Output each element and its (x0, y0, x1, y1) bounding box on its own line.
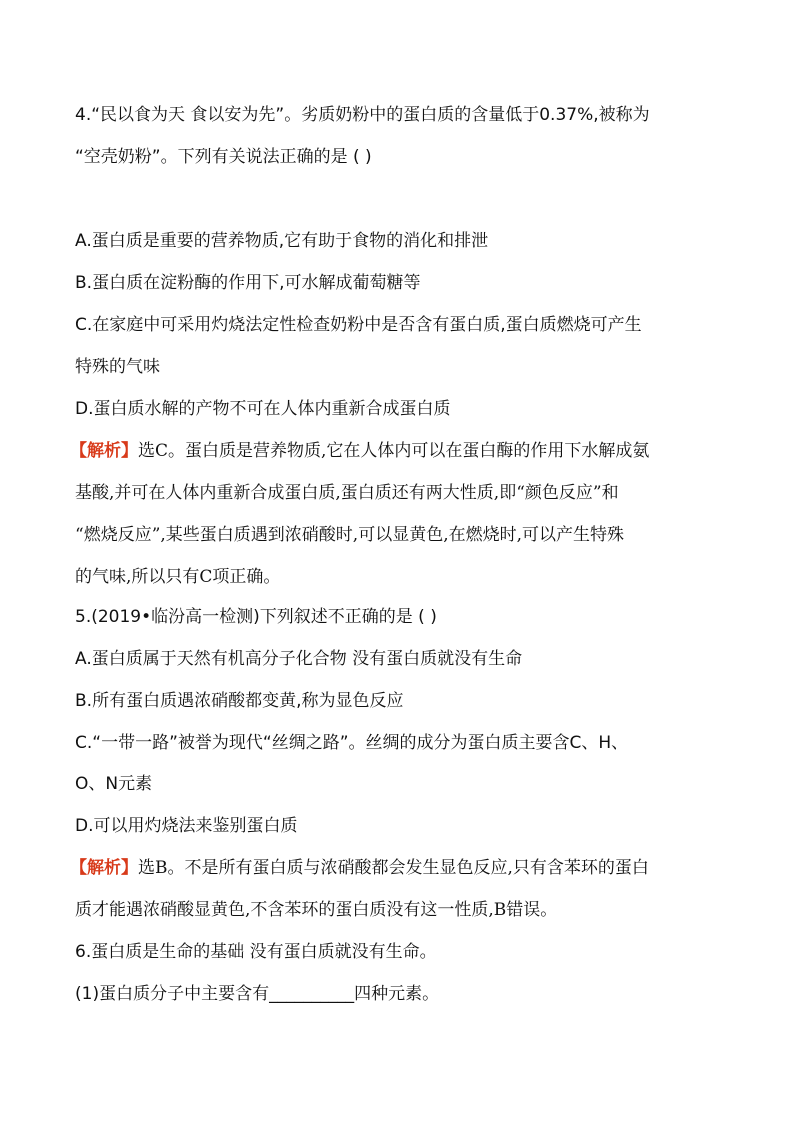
q5-option-c-line1: C.“一带一路”被誉为现代“丝绸之路”。丝绸的成分为蛋白质主要含C、H、 (75, 733, 629, 753)
q4-explanation-line4: 的气味,所以只有C项正确。 (75, 567, 281, 587)
q4-stem-line2: “空壳奶粉”。下列有关说法正确的是 ( ) (75, 147, 372, 167)
q4-option-c-line1: C.在家庭中可采用灼烧法定性检查奶粉中是否含有蛋白质,蛋白质燃烧可产生 (75, 315, 642, 335)
q4-option-d: D.蛋白质水解的产物不可在人体内重新合成蛋白质 (75, 399, 451, 419)
q4-option-a: A.蛋白质是重要的营养物质,它有助于食物的消化和排泄 (75, 231, 489, 251)
explanation-text: 选C。蛋白质是营养物质,它在人体内可以在蛋白酶的作用下水解成氨 (138, 441, 650, 461)
q5-explanation-line2: 质才能遇浓硝酸显黄色,不含苯环的蛋白质没有这一性质,B错误。 (75, 900, 558, 920)
explanation-tag: 【解析】 (70, 858, 138, 878)
q5-stem: 5.(2019•临汾高一检测)下列叙述不正确的是 ( ) (75, 607, 437, 627)
q4-explanation-line1 (70, 439, 649, 463)
q4-stem-line1: 4.“民以食为天 食以安为先”。劣质奶粉中的蛋白质的含量低于0.37%,被称为 (75, 105, 650, 125)
q5-option-a: A.蛋白质属于天然有机高分子化合物 没有蛋白质就没有生命 (75, 649, 523, 669)
q6-stem: 6.蛋白质是生命的基础 没有蛋白质就没有生命。 (75, 942, 437, 962)
q4-option-c-line2: 特殊的气味 (75, 357, 160, 377)
explanation-tag: 【解析】 (70, 441, 138, 461)
q4-option-b: B.蛋白质在淀粉酶的作用下,可水解成葡萄糖等 (75, 273, 421, 293)
q5-option-d: D.可以用灼烧法来鉴别蛋白质 (75, 816, 298, 836)
q5-option-b: B.所有蛋白质遇浓硝酸都变黄,称为显色反应 (75, 691, 404, 711)
q5-option-c-line2: O、N元素 (75, 774, 153, 794)
explanation-text: 选B。不是所有蛋白质与浓硝酸都会发生显色反应,只有含苯环的蛋白 (138, 858, 649, 878)
q6-subquestion-1: (1)蛋白质分子中主要含有__________四种元素。 (75, 984, 440, 1004)
q5-explanation-line1 (70, 856, 649, 880)
q4-explanation-line2: 基酸,并可在人体内重新合成蛋白质,蛋白质还有两大性质,即“颜色反应”和 (75, 483, 619, 503)
q4-explanation-line3: “燃烧反应”,某些蛋白质遇到浓硝酸时,可以显黄色,在燃烧时,可以产生特殊 (75, 525, 624, 545)
